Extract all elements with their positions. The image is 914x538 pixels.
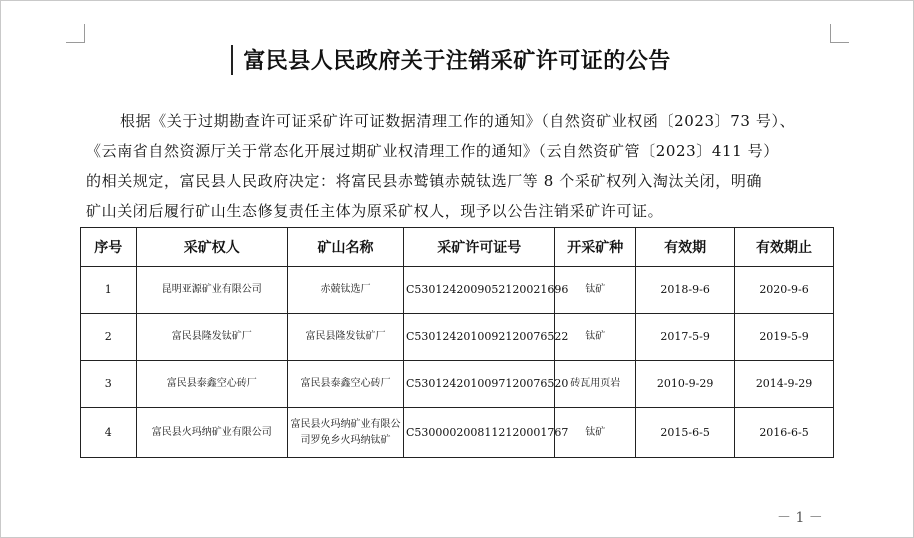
table-cell: 2018-9-6 — [636, 267, 735, 314]
table-cell: 2 — [81, 314, 137, 361]
table-cell: 富民县火玛纳矿业有限公司 — [136, 408, 287, 458]
table-cell: 3 — [81, 361, 137, 408]
table-row — [81, 267, 834, 314]
body-line-1: 根据《关于过期勘查许可证采矿许可证数据清理工作的通知》（自然资矿业权函〔2023〕73 号）、 — [120, 112, 796, 130]
table-cell: 钛矿 — [555, 314, 636, 361]
table-cell: C5301242010092120076522 — [404, 314, 555, 361]
header-cell: 采矿权人 — [136, 228, 287, 267]
table-cell: 2015-6-5 — [636, 408, 735, 458]
table-cell: 2017-5-9 — [636, 314, 735, 361]
margin-corner-top-left — [66, 24, 85, 43]
table-cell: 富民县泰鑫空心砖厂 — [287, 361, 403, 408]
table-cell: C5301242010097120076520 — [404, 361, 555, 408]
table-cell: 2016-6-5 — [735, 408, 834, 458]
table-header-row — [81, 228, 834, 267]
table-cell: 富民县隆发钛矿厂 — [136, 314, 287, 361]
table-cell: 4 — [81, 408, 137, 458]
table-cell: 2014-9-29 — [735, 361, 834, 408]
table-cell: 富民县火玛纳矿业有限公司罗免乡火玛纳钛矿 — [287, 408, 403, 458]
table-cell: 昆明亚源矿业有限公司 — [136, 267, 287, 314]
margin-corner-top-right — [830, 24, 849, 43]
table-cell: 钛矿 — [555, 267, 636, 314]
body-line-2: 《云南省自然资源厅关于常态化开展过期矿业权清理工作的通知》（云自然资矿管〔2023〕411 号） — [86, 142, 779, 160]
header-cell: 矿山名称 — [287, 228, 403, 267]
table-cell: 赤兢钛选厂 — [287, 267, 403, 314]
table-cell: 富民县泰鑫空心砖厂 — [136, 361, 287, 408]
table-row — [81, 361, 834, 408]
table-cell: 2019-5-9 — [735, 314, 834, 361]
table-row — [81, 314, 834, 361]
table-cell: 2010-9-29 — [636, 361, 735, 408]
table-cell: 砖瓦用页岩 — [555, 361, 636, 408]
header-cell: 采矿许可证号 — [404, 228, 555, 267]
header-cell: 有效期 — [636, 228, 735, 267]
page-number: － 1 － — [777, 510, 823, 526]
table-cell: 钛矿 — [555, 408, 636, 458]
header-cell: 开采矿种 — [555, 228, 636, 267]
table-cell: 1 — [81, 267, 137, 314]
header-cell: 序号 — [81, 228, 137, 267]
document-title: 富民县人民政府关于注销采矿许可证的公告 — [243, 48, 671, 74]
body-line-3: 的相关规定，富民县人民政府决定：将富民县赤鹫镇赤兢钛选厂等 8 个采矿权列入淘汰关闭，明确 — [86, 172, 763, 190]
license-table — [80, 227, 834, 458]
table-cell: C5300002008112120001767 — [404, 408, 555, 458]
table-cell: 2020-9-6 — [735, 267, 834, 314]
header-cell: 有效期止 — [735, 228, 834, 267]
body-line-4: 矿山关闭后履行矿山生态修复责任主体为原采矿权人，现予以公告注销采矿许可证。 — [86, 202, 664, 220]
table-cell: 富民县隆发钛矿厂 — [287, 314, 403, 361]
table-row — [81, 408, 834, 458]
table-cell: C5301242009052120021696 — [404, 267, 555, 314]
